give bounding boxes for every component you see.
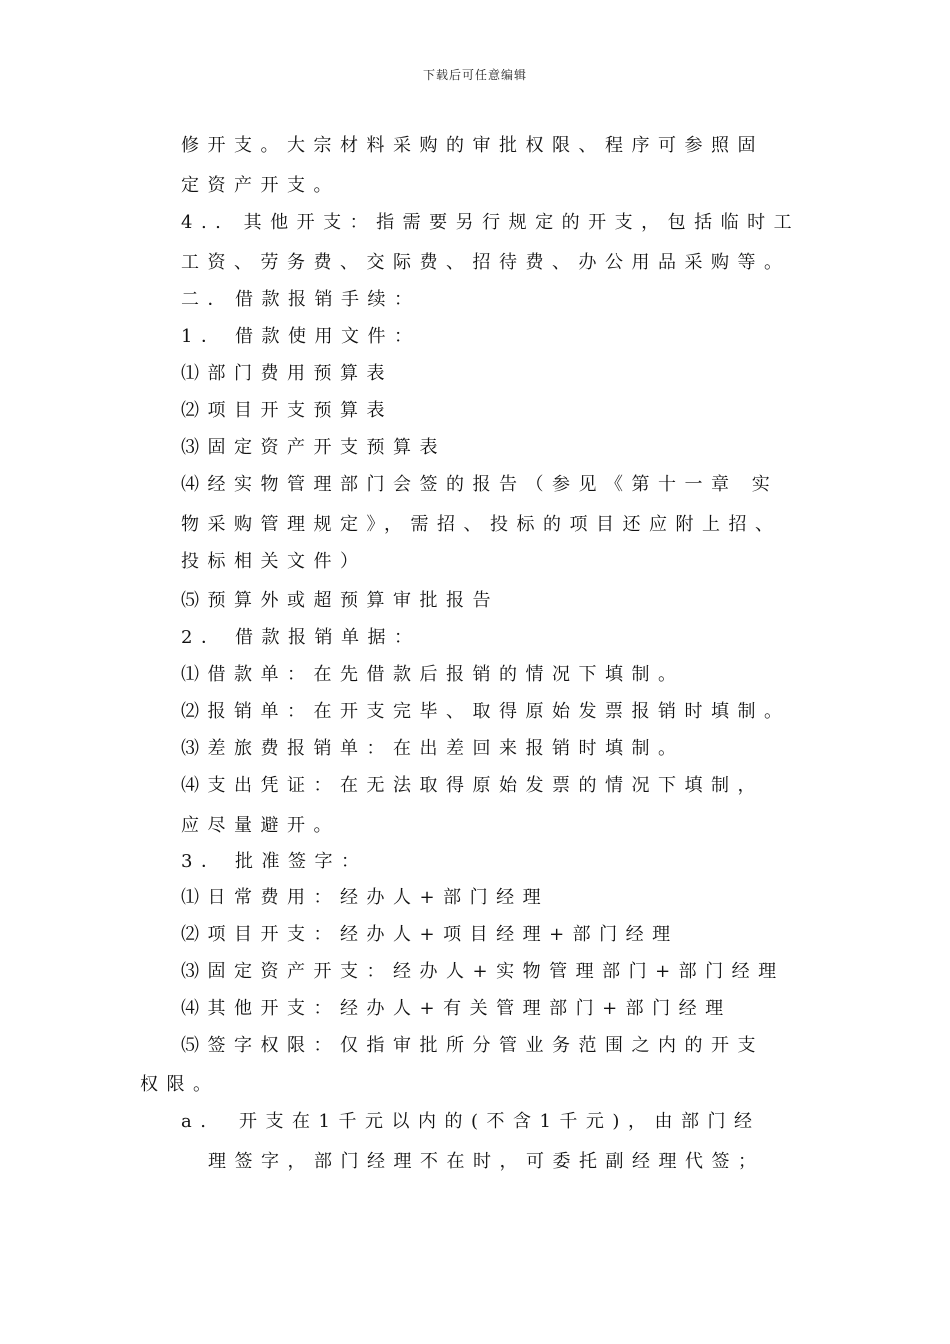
- subsection-title: 借款报销单据：: [235, 627, 421, 648]
- paragraph-line: 修开支。大宗材料采购的审批权限、程序可参照固: [181, 135, 764, 156]
- page-header: 下载后可任意编辑: [422, 68, 527, 82]
- list-item-continued: 投标相关文件）: [181, 551, 367, 572]
- sub-list-item: [181, 1110, 760, 1134]
- list-item: ⑷经实物管理部门会签的报告（参见《第十一章 实: [181, 474, 779, 495]
- list-item: ⑷支出凭证：在无法取得原始发票的情况下填制，: [181, 775, 764, 796]
- subsection-number: 3．: [181, 851, 228, 872]
- section-title: 借款报销手续：: [235, 289, 421, 310]
- subsection-title: 借款使用文件：: [235, 326, 421, 347]
- paragraph-line: 4.. 其他开支：指需要另行规定的开支，包括临时工: [181, 212, 801, 233]
- list-item: ⑸签字权限：仅指审批所分管业务范围之内的开支: [181, 1035, 764, 1056]
- list-item: ⑴部门费用预算表: [181, 363, 393, 384]
- list-item: ⑵项目开支：经办人+项目经理+部门经理: [181, 924, 679, 945]
- section-heading: [181, 288, 421, 312]
- section-number: 二．: [181, 289, 234, 310]
- list-item: ⑴日常费用：经办人+部门经理: [181, 887, 550, 908]
- subsection-heading: [181, 325, 421, 349]
- subsection-number: 2．: [181, 627, 228, 648]
- list-item-continued: 应尽量避开。: [181, 815, 340, 836]
- list-item: ⑷其他开支：经办人+有关管理部门+部门经理: [181, 998, 732, 1019]
- list-item: ⑵报销单：在开支完毕、取得原始发票报销时填制。: [181, 701, 791, 722]
- sub-list-marker: a.: [181, 1111, 215, 1132]
- list-item: ⑶差旅费报销单：在出差回来报销时填制。: [181, 738, 685, 759]
- list-item: ⑸预算外或超预算审批报告: [181, 590, 499, 611]
- sub-list-item-continued: 理签字，部门经理不在时，可委托副经理代签；: [208, 1151, 765, 1172]
- list-item: ⑴借款单：在先借款后报销的情况下填制。: [181, 664, 685, 685]
- subsection-number: 1．: [181, 326, 228, 347]
- list-item: ⑶固定资产开支预算表: [181, 437, 446, 458]
- list-item-continued: 物采购管理规定》，需招、投标的项目还应附上招、: [181, 514, 782, 535]
- paragraph-line: 定资产开支。: [181, 175, 340, 196]
- subsection-heading: [181, 850, 368, 874]
- paragraph-line: 工资、劳务费、交际费、招待费、办公用品采购等。: [181, 252, 791, 273]
- subsection-heading: [181, 626, 421, 650]
- sub-list-text: 开支在1千元以内的(不含1千元)，由部门经: [239, 1111, 761, 1132]
- subsection-title: 批准签字：: [235, 851, 368, 872]
- list-item-continued: 权限。: [140, 1074, 220, 1095]
- list-item: ⑶固定资产开支：经办人+实物管理部门+部门经理: [181, 961, 785, 982]
- list-item: ⑵项目开支预算表: [181, 400, 393, 421]
